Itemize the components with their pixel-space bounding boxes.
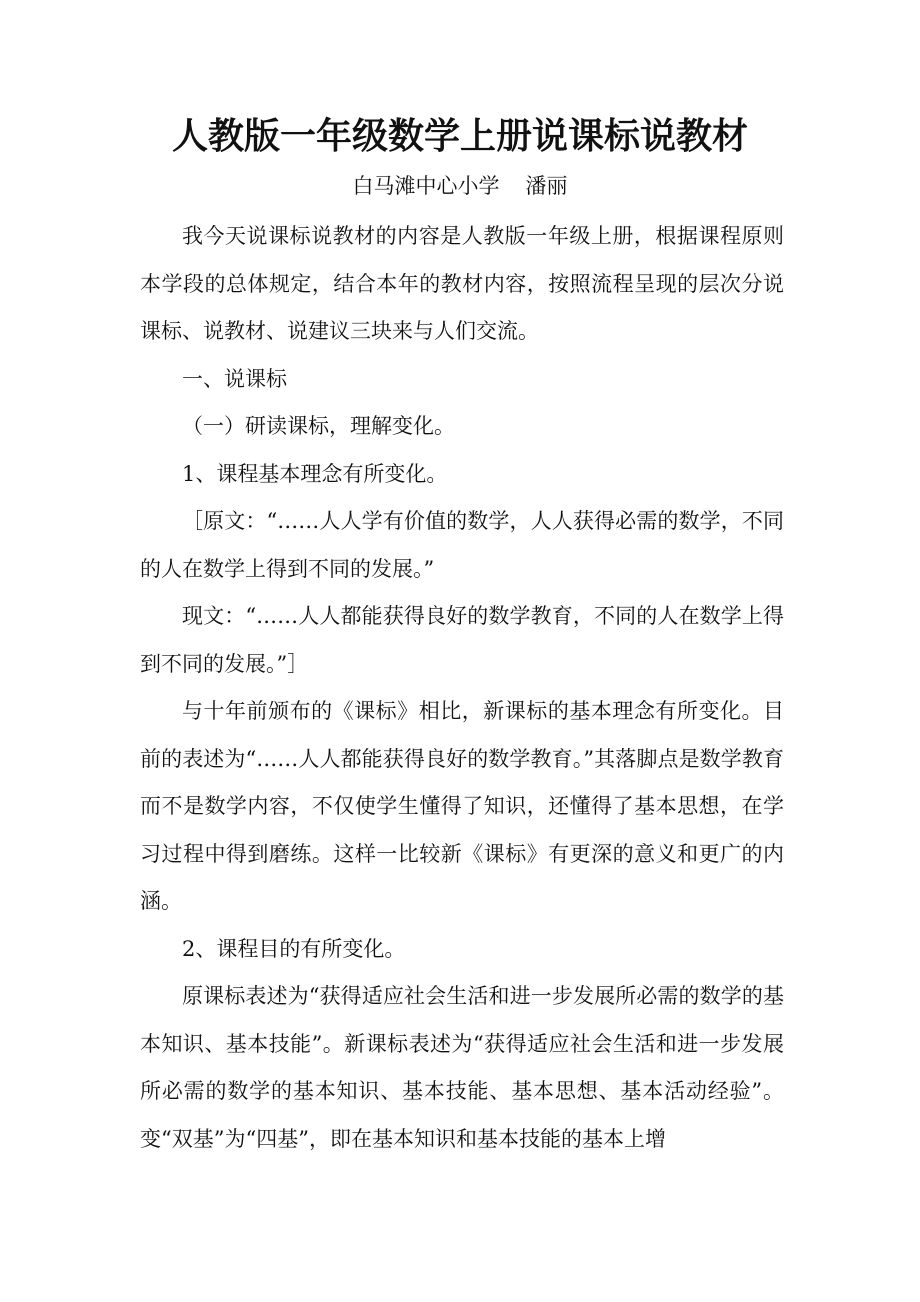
point-heading: 2、课程目的有所变化。 [182,936,406,961]
paragraph-intro: 我今天说课标说教材的内容是人教版一年级上册，根据课程原则本学段的总体规定，结合本年的教材内容，按照流程呈现的层次分说课标、说教材、说建议三块来与人们交流。 [140,224,784,343]
author-name: 潘丽 [525,174,568,198]
author-line [0,170,920,202]
paragraph-comparison: 与十年前颁布的《课标》相比，新课标的基本理念有所变化。目前的表述为“……人人都能获得良好的数学教育。”其落脚点是数学教育而不是数学内容，不仅使学生懂得了知识，还懂得了基本思想，在学习过程中得到磨练。这样一比较新《课标》有更深的意义和更广的内涵。 [140,699,784,913]
author-school: 白马滩中心小学 [352,174,500,198]
quote-original: ［原文：“……人人学有价值的数学，人人获得必需的数学，不同的人在数学上得到不同的发展。” [140,509,784,581]
document-title: 人教版一年级数学上册说课标说教材 [171,115,748,157]
document-body [140,213,784,1163]
section-heading: 一、说课标 [182,366,287,391]
quote-current: 现文：“……人人都能获得良好的数学教育，不同的人在数学上得到不同的发展。”］ [140,604,784,676]
subsection-heading: （一）研读课标，理解变化。 [182,414,455,438]
point-heading: 1、课程基本理念有所变化。 [182,461,448,486]
paragraph-goals: 原课标表述为“获得适应社会生活和进一步发展所必需的数学的基本知识、基本技能”。新课标表述为“获得适应社会生活和进一步发展所必需的数学的基本知识、基本技能、基本思想、基本活动经验”。变“双基”为“四基”，即在基本知识和基本技能的基本上增 [140,984,784,1151]
